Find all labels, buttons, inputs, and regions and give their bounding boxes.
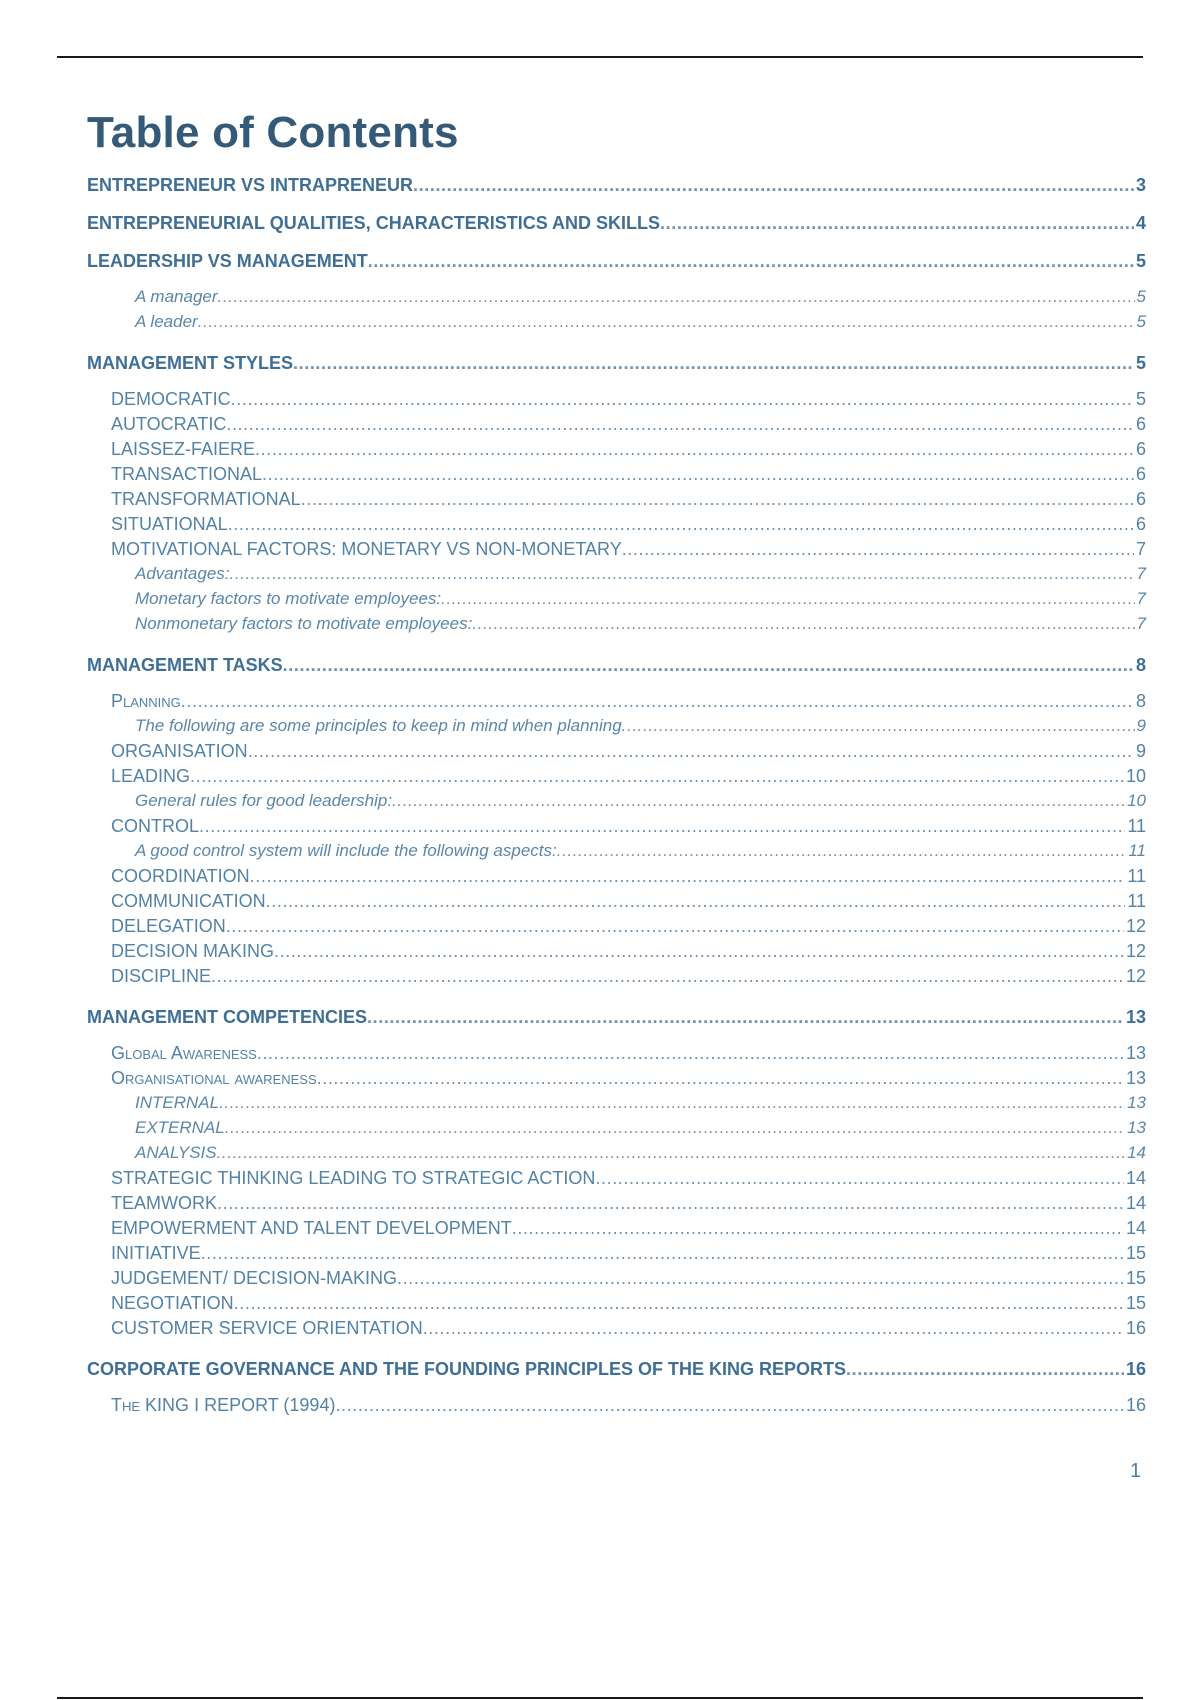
toc-entry[interactable]: [87, 1218, 1146, 1243]
dot-leader: [367, 1007, 1124, 1028]
toc-entry-page: 10: [1125, 766, 1146, 786]
dot-leader: [181, 691, 1134, 712]
dot-leader: [219, 1093, 1125, 1113]
toc-entry[interactable]: [87, 1268, 1146, 1293]
toc-entry-page: 4: [1135, 213, 1146, 233]
dot-leader: [248, 741, 1134, 762]
toc-entry[interactable]: [87, 716, 1146, 741]
toc-entry[interactable]: [87, 891, 1146, 916]
toc-entry[interactable]: [87, 1093, 1146, 1118]
toc-entry-label: AUTOCRATIC: [111, 414, 227, 434]
toc-entry[interactable]: [87, 353, 1146, 375]
toc-entry-label: CUSTOMER SERVICE ORIENTATION: [111, 1318, 423, 1338]
toc-entry-label: Planning: [111, 691, 181, 711]
toc-entry-page: 9: [1135, 741, 1146, 761]
toc-entry-label: MANAGEMENT TASKS: [87, 655, 283, 675]
toc-entry-page: 7: [1136, 589, 1146, 608]
dot-leader: [190, 766, 1124, 787]
page-title: Table of Contents: [87, 108, 459, 157]
toc-entry-label: Global Awareness: [111, 1043, 257, 1063]
dot-leader: [255, 439, 1134, 460]
toc-entry[interactable]: [87, 1395, 1146, 1420]
toc-entry[interactable]: [87, 916, 1146, 941]
toc-entry-label: MOTIVATIONAL FACTORS: MONETARY VS NON-MONETARY: [111, 539, 622, 559]
toc-entry-label: The KING I REPORT (1994): [111, 1395, 336, 1415]
toc-entry[interactable]: [87, 251, 1146, 273]
toc-entry[interactable]: [87, 312, 1146, 337]
dot-leader: [250, 866, 1126, 887]
toc-entry[interactable]: [87, 1143, 1146, 1168]
dot-leader: [397, 1268, 1124, 1289]
toc-entry-page: 7: [1135, 539, 1146, 559]
toc-entry[interactable]: [87, 866, 1146, 891]
toc-entry-label: SITUATIONAL: [111, 514, 228, 534]
toc-entry-page: 5: [1136, 287, 1146, 306]
toc-entry[interactable]: [87, 1318, 1146, 1343]
toc-entry-page: 11: [1128, 841, 1146, 860]
dot-leader: [262, 464, 1134, 485]
toc-entry-label: Advantages:: [135, 564, 230, 583]
dot-leader: [257, 1043, 1124, 1064]
toc-entry-page: 13: [1125, 1043, 1146, 1063]
dot-leader: [512, 1218, 1124, 1239]
dot-leader: [211, 966, 1124, 987]
dot-leader: [423, 1318, 1124, 1339]
toc-entry[interactable]: [87, 1068, 1146, 1093]
toc-entry-page: 8: [1135, 655, 1146, 675]
toc-entry[interactable]: [87, 389, 1146, 414]
toc-entry-page: 6: [1135, 464, 1146, 484]
dot-leader: [392, 791, 1125, 811]
toc-entry-page: 14: [1125, 1193, 1146, 1213]
page-number: 1: [1130, 1460, 1142, 1482]
dot-leader: [293, 353, 1134, 374]
toc-entry[interactable]: [87, 966, 1146, 991]
toc-entry[interactable]: [87, 439, 1146, 464]
top-rule: [57, 56, 1143, 58]
toc-entry-page: 5: [1135, 251, 1146, 271]
dot-leader: [225, 1118, 1125, 1138]
toc-entry-page: 12: [1125, 966, 1146, 986]
toc-entry-page: 6: [1135, 514, 1146, 534]
toc-entry-page: 13: [1127, 1093, 1146, 1112]
toc-entry-page: 7: [1136, 564, 1146, 583]
toc-entry[interactable]: [87, 1168, 1146, 1193]
toc-entry-page: 12: [1125, 916, 1146, 936]
toc-entry-page: 6: [1135, 489, 1146, 509]
toc-entry-page: 16: [1125, 1359, 1146, 1379]
toc-entry[interactable]: [87, 741, 1146, 766]
toc-entry[interactable]: [87, 414, 1146, 439]
toc-entry[interactable]: [87, 816, 1146, 841]
dot-leader: [283, 655, 1134, 676]
toc-entry-page: 9: [1136, 716, 1146, 735]
toc-entry-label: A good control system will include the following aspects:: [135, 841, 557, 860]
toc-entry-page: 14: [1125, 1218, 1146, 1238]
toc-entry-page: 6: [1135, 414, 1146, 434]
toc-entry-label: CORPORATE GOVERNANCE AND THE FOUNDING PRINCIPLES OF THE KING REPORTS: [87, 1359, 847, 1379]
toc-entry-label: INTERNAL: [135, 1093, 220, 1112]
toc-entry-label: DEMOCRATIC: [111, 389, 231, 409]
toc-entry-label: General rules for good leadership:: [135, 791, 393, 810]
toc-entry-page: 10: [1127, 791, 1146, 810]
toc-entry-page: 5: [1136, 312, 1146, 331]
toc-entry-label: A leader: [135, 312, 198, 331]
toc-entry-page: 11: [1127, 816, 1146, 836]
toc-entry[interactable]: [87, 655, 1146, 677]
toc-entry-page: 14: [1127, 1143, 1146, 1162]
toc-entry-label: NEGOTIATION: [111, 1293, 234, 1313]
toc-entry-page: 11: [1127, 891, 1146, 911]
toc-entry-label: ENTREPRENEURIAL QUALITIES, CHARACTERISTICS AND SKILLS: [87, 213, 661, 233]
toc-entry[interactable]: [87, 539, 1146, 564]
toc-entry-label: The following are some principles to keep in mind when planning: [135, 716, 622, 735]
toc-entry-label: TRANSACTIONAL: [111, 464, 263, 484]
toc-entry-label: LAISSEZ-FAIERE: [111, 439, 256, 459]
dot-leader: [622, 539, 1134, 560]
dot-leader: [413, 175, 1134, 196]
toc-entry-label: LEADING: [111, 766, 191, 786]
toc-entry-label: LEADERSHIP VS MANAGEMENT: [87, 251, 368, 271]
dot-leader: [218, 287, 1135, 307]
toc-entry-page: 3: [1135, 175, 1146, 195]
toc-entry-label: Organisational awareness: [111, 1068, 317, 1088]
toc-entry-label: TEAMWORK: [111, 1193, 217, 1213]
dot-leader: [472, 614, 1134, 634]
toc-entry[interactable]: [87, 941, 1146, 966]
dot-leader: [231, 389, 1134, 410]
dot-leader: [274, 941, 1124, 962]
dot-leader: [595, 1168, 1124, 1189]
toc-entry-label: TRANSFORMATIONAL: [111, 489, 301, 509]
dot-leader: [198, 312, 1135, 332]
toc-entry-page: 14: [1125, 1168, 1146, 1188]
dot-leader: [228, 514, 1134, 535]
dot-leader: [266, 891, 1126, 912]
dot-leader: [226, 916, 1124, 937]
toc-entry[interactable]: [87, 766, 1146, 791]
toc-entry[interactable]: [87, 589, 1146, 614]
toc-entry[interactable]: [87, 841, 1146, 866]
dot-leader: [317, 1068, 1124, 1089]
dot-leader: [622, 716, 1135, 736]
toc-entry[interactable]: [87, 514, 1146, 539]
toc-entry[interactable]: [87, 1118, 1146, 1143]
dot-leader: [234, 1293, 1124, 1314]
toc-entry-page: 7: [1136, 614, 1146, 633]
toc-entry-page: 13: [1125, 1007, 1146, 1027]
toc-entry[interactable]: [87, 464, 1146, 489]
dot-leader: [846, 1359, 1124, 1380]
toc-entry-label: Nonmonetary factors to motivate employees:: [135, 614, 473, 633]
toc-entry[interactable]: [87, 1043, 1146, 1068]
dot-leader: [217, 1143, 1125, 1163]
toc-entry-label: DISCIPLINE: [111, 966, 212, 986]
toc-entry-label: ENTREPRENEUR VS INTRAPRENEUR: [87, 175, 414, 195]
toc-entry-label: ORGANISATION: [111, 741, 248, 761]
toc-entry-label: COMMUNICATION: [111, 891, 266, 911]
toc-entry-page: 13: [1127, 1118, 1146, 1137]
toc-entry-label: EXTERNAL: [135, 1118, 225, 1137]
toc-entry-label: MANAGEMENT STYLES: [87, 353, 294, 373]
dot-leader: [301, 489, 1134, 510]
toc-entry-page: 5: [1135, 353, 1146, 373]
toc-entry-page: 11: [1127, 866, 1146, 886]
toc-entry[interactable]: [87, 213, 1146, 235]
dot-leader: [217, 1193, 1124, 1214]
toc-entry[interactable]: [87, 175, 1146, 197]
toc-entry-page: 16: [1125, 1395, 1146, 1415]
toc-entry-page: 12: [1125, 941, 1146, 961]
toc-entry[interactable]: [87, 1007, 1146, 1029]
toc-entry[interactable]: [87, 1243, 1146, 1268]
toc-entry-page: 8: [1135, 691, 1146, 711]
dot-leader: [201, 1243, 1124, 1264]
dot-leader: [335, 1395, 1124, 1416]
toc-entry[interactable]: [87, 1293, 1146, 1318]
toc-entry-page: 16: [1125, 1318, 1146, 1338]
dot-leader: [660, 213, 1134, 234]
toc-entry-label: CONTROL: [111, 816, 200, 836]
toc-entry-label: Monetary factors to motivate employees:: [135, 589, 442, 608]
toc-entry[interactable]: [87, 614, 1146, 639]
toc-entry-label: DELEGATION: [111, 916, 226, 936]
toc-entry-page: 15: [1125, 1293, 1146, 1313]
toc-entry[interactable]: [87, 489, 1146, 514]
toc-entry[interactable]: [87, 287, 1146, 312]
toc-entry-label: A manager: [135, 287, 218, 306]
dot-leader: [230, 564, 1135, 584]
toc-entry-label: INITIATIVE: [111, 1243, 201, 1263]
toc-entry-label: COORDINATION: [111, 866, 250, 886]
toc-entry-label: MANAGEMENT COMPETENCIES: [87, 1007, 368, 1027]
dot-leader: [199, 816, 1125, 837]
toc-entry-label: EMPOWERMENT AND TALENT DEVELOPMENT: [111, 1218, 512, 1238]
dot-leader: [226, 414, 1134, 435]
toc-entry-page: 13: [1125, 1068, 1146, 1088]
toc-entry[interactable]: [87, 691, 1146, 716]
toc-entry[interactable]: [87, 791, 1146, 816]
dot-leader: [557, 841, 1127, 861]
toc-entry-label: DECISION MAKING: [111, 941, 275, 961]
toc-entry[interactable]: [87, 1193, 1146, 1218]
toc-entry-page: 6: [1135, 439, 1146, 459]
toc-entry[interactable]: [87, 564, 1146, 589]
toc-entry-page: 15: [1125, 1243, 1146, 1263]
toc-entry-label: STRATEGIC THINKING LEADING TO STRATEGIC ACTION: [111, 1168, 596, 1188]
table-of-contents: [87, 175, 1146, 1420]
dot-leader: [441, 589, 1134, 609]
toc-entry-label: ANALYSIS: [135, 1143, 217, 1162]
toc-entry-label: JUDGEMENT/ DECISION-MAKING: [111, 1268, 398, 1288]
toc-entry-page: 5: [1135, 389, 1146, 409]
toc-entry[interactable]: [87, 1359, 1146, 1381]
bottom-rule: [57, 1697, 1143, 1699]
toc-entry-page: 15: [1125, 1268, 1146, 1288]
dot-leader: [368, 251, 1134, 272]
